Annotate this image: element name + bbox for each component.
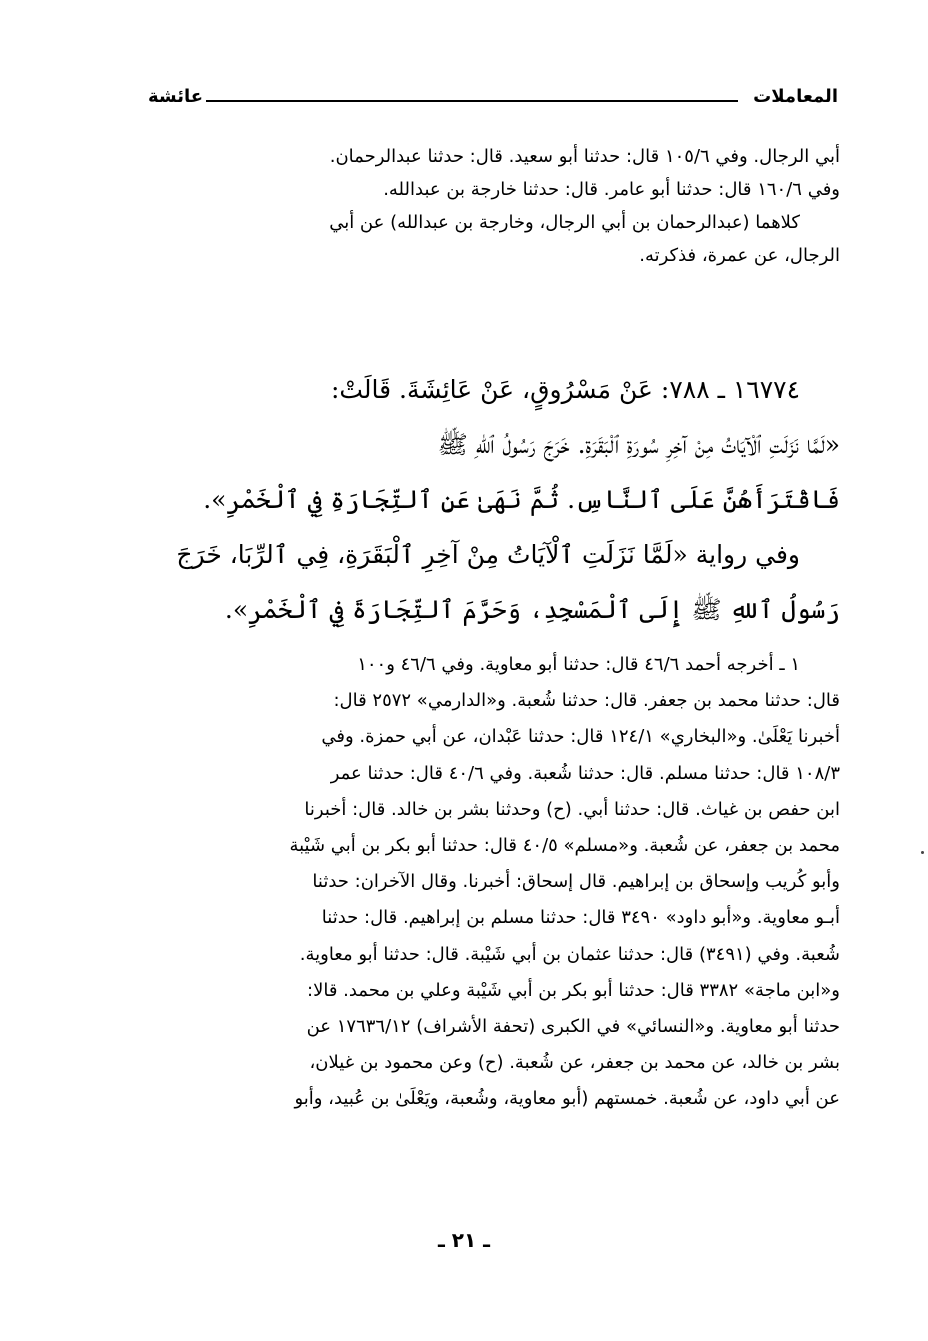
previous-hadith-notes [140,140,840,272]
text-line: أبـو معاوية. و«أبو داود» ٣٤٩٠ قال: حدثنا مسلم بن إبراهيم. قال: حدثنا [321,907,840,929]
text-line: وفي رواية «لَمَّا نَزَلَتِ ٱلْآيَاتُ مِنْ آخِرِ ٱلْبَقَرَةِ، فِي ٱلرِّبَا، خَرَجَ [176,540,800,569]
text-line: الرجال، عن عمرة، فذكرته. [639,245,840,266]
text-line: أخبرنا يَعْلَىٰ. و«البخاري» ١٢٤/١ قال: حدثنا عَبْدان، عن أبي حمزة. وفي [321,726,840,748]
header-narrator-title: عائشة [148,86,204,107]
text-line: ١ ـ أخرجه أحمد ٤٦/٦ قال: حدثنا أبو معاوية. وفي ٤٦/٦ و١٠٠ [357,654,800,675]
text-line: ابن حفص بن غياث. قال: حدثنا أبي. (ح) وحدثنا بشر بن خالد. قال: أخبرنا [304,798,840,820]
header-chapter-title: المعاملات [753,86,838,107]
takhrij-footnote [140,647,840,1118]
text-line: وفي ١٦٠/٦ قال: حدثنا أبو عامر. قال: حدثنا خارجة بن عبدالله. [383,179,840,200]
text-line: فَاقْتَرَأَهُنَّ عَلَى ٱلنَّاسِ. ثُمَّ نَهَىٰ عَنِ ٱلتِّجَارَةِ فِي ٱلْخَمْرِ». [203,485,840,514]
text-line: أبي الرجال. وفي ١٠٥/٦ قال: حدثنا أبو سعيد. قال: حدثنا عبدالرحمان. [329,146,840,167]
text-line: بشر بن خالد، عن محمد بن جعفر، عن شُعبة. (ح) وعن محمود بن غيلان، [309,1052,840,1074]
page-number: ـ ٢١ ـ [437,1228,491,1252]
scan-speck [921,851,924,854]
text-line: عن أبي داود، عن شُعبة. خمستهم (أبو معاوية، وشُعبة، ويَعْلَىٰ بن عُبيد، وأبو [294,1088,840,1110]
header-rule [206,100,738,102]
hadith-heading: ١٦٧٧٤ ـ ٧٨٨: عَنْ مَسْرُوقٍ، عَنْ عَائِشَةَ. قَالَتْ: [330,375,800,404]
text-line: وأبو كُريب وإسحاق بن إبراهيم. قال إسحاق: أخبرنا. وقال الآخران: حدثنا [312,871,840,893]
text-line: قال: حدثنا محمد بن جعفر. قال: حدثنا شُعبة. و«الدارمي» ٢٥٧٢ قال: [333,690,840,712]
running-header [148,86,838,116]
text-line: شُعبة. وفي (٣٤٩١) قال: حدثنا عثمان بن أبي شَيْبة. قال: حدثنا أبو معاوية. [299,943,840,965]
text-line: ١٠٨/٣ قال: حدثنا مسلم. قال: حدثنا شُعبة. وفي ٤٠/٦ قال: حدثنا عمر [330,762,840,784]
text-line: و«ابن ماجة» ٣٣٨٢ قال: حدثنا أبو بكر بن أبي شَيْبة وعلي بن محمد. قالا: [307,979,840,1001]
text-line: حدثنا أبو معاوية. و«النسائي» في الكبرى (تحفة الأشراف) ١٧٦٣٦/١٢ عن [306,1016,840,1038]
text-line: محمد بن جعفر، عن شُعبة. و«مسلم» ٤٠/٥ قال: حدثنا أبو بكر بن أبي شَيْبة [289,835,840,857]
text-line: «لَمَّا نَزَلَتِ ٱلْآيَاتُ مِنْ آخِرِ سُورَةِ ٱلْبَقَرَةِ. خَرَجَ رَسُولُ ٱللهِ ﷺ [437,430,840,459]
hadith-text [140,362,840,637]
text-line: كلاهما (عبدالرحمان بن أبي الرجال، وخارجة بن عبدالله) عن أبي [329,212,800,233]
text-line: رَسُولُ ٱللهِ ﷺ إِلَى ٱلْمَسْجِدِ، وَحَرَّمَ ٱلتِّجَارَةَ فِي ٱلْخَمْرِ». [224,595,840,624]
